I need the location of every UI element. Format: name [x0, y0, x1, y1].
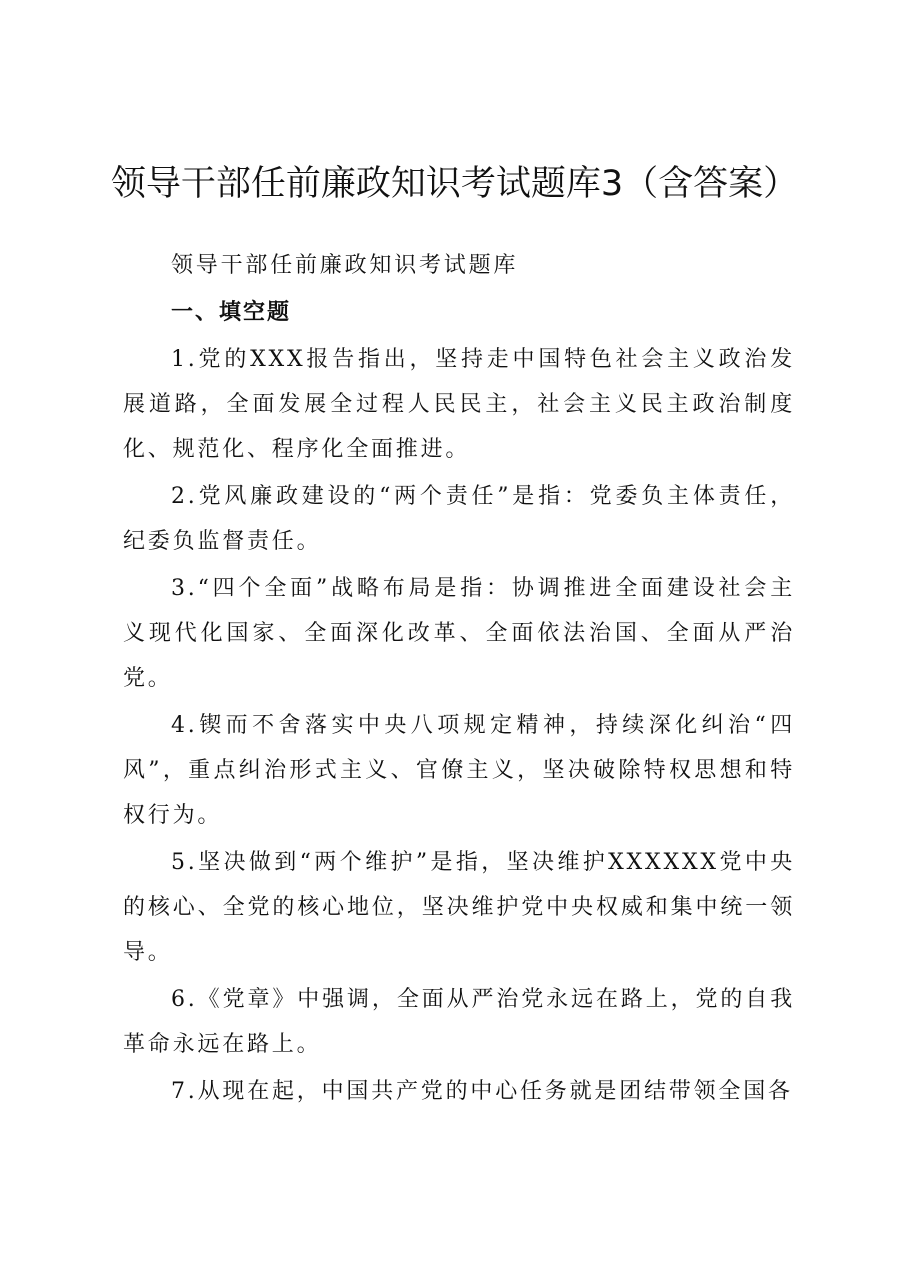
question-item: 7.从现在起，中国共产党的中心任务就是团结带领全国各 — [171, 1079, 793, 1104]
question-item: 5.坚决做到“两个维护”是指，坚决维护XXXXXX党中央的核心、全党的核心地位，坚决维护党中央权威和集中统一领导。 — [123, 850, 795, 965]
question-item: 1.党的XXX报告指出，坚持走中国特色社会主义政治发展道路，全面发展全过程人民民主，社会主义民主政治制度化、规范化、程序化全面推进。 — [123, 347, 795, 462]
question-item: 3.“四个全面”战略布局是指：协调推进全面建设社会主义现代化国家、全面深化改革、全面依法治国、全面从严治党。 — [123, 576, 795, 691]
question-item: 2.党风廉政建设的“两个责任”是指：党委负主体责任，纪委负监督责任。 — [123, 484, 795, 554]
document-body — [123, 243, 795, 1116]
question-item: 6.《党章》中强调，全面从严治党永远在路上，党的自我革命永远在路上。 — [123, 987, 795, 1057]
document-subtitle: 领导干部任前廉政知识考试题库 — [171, 253, 519, 278]
question-item: 4.锲而不舍落实中央八项规定精神，持续深化纠治“四风”，重点纠治形式主义、官僚主义，坚决破除特权思想和特权行为。 — [123, 713, 795, 828]
document-title: 领导干部任前廉政知识考试题库3（含答案） — [110, 164, 799, 204]
section-heading: 一、填空题 — [171, 300, 292, 325]
